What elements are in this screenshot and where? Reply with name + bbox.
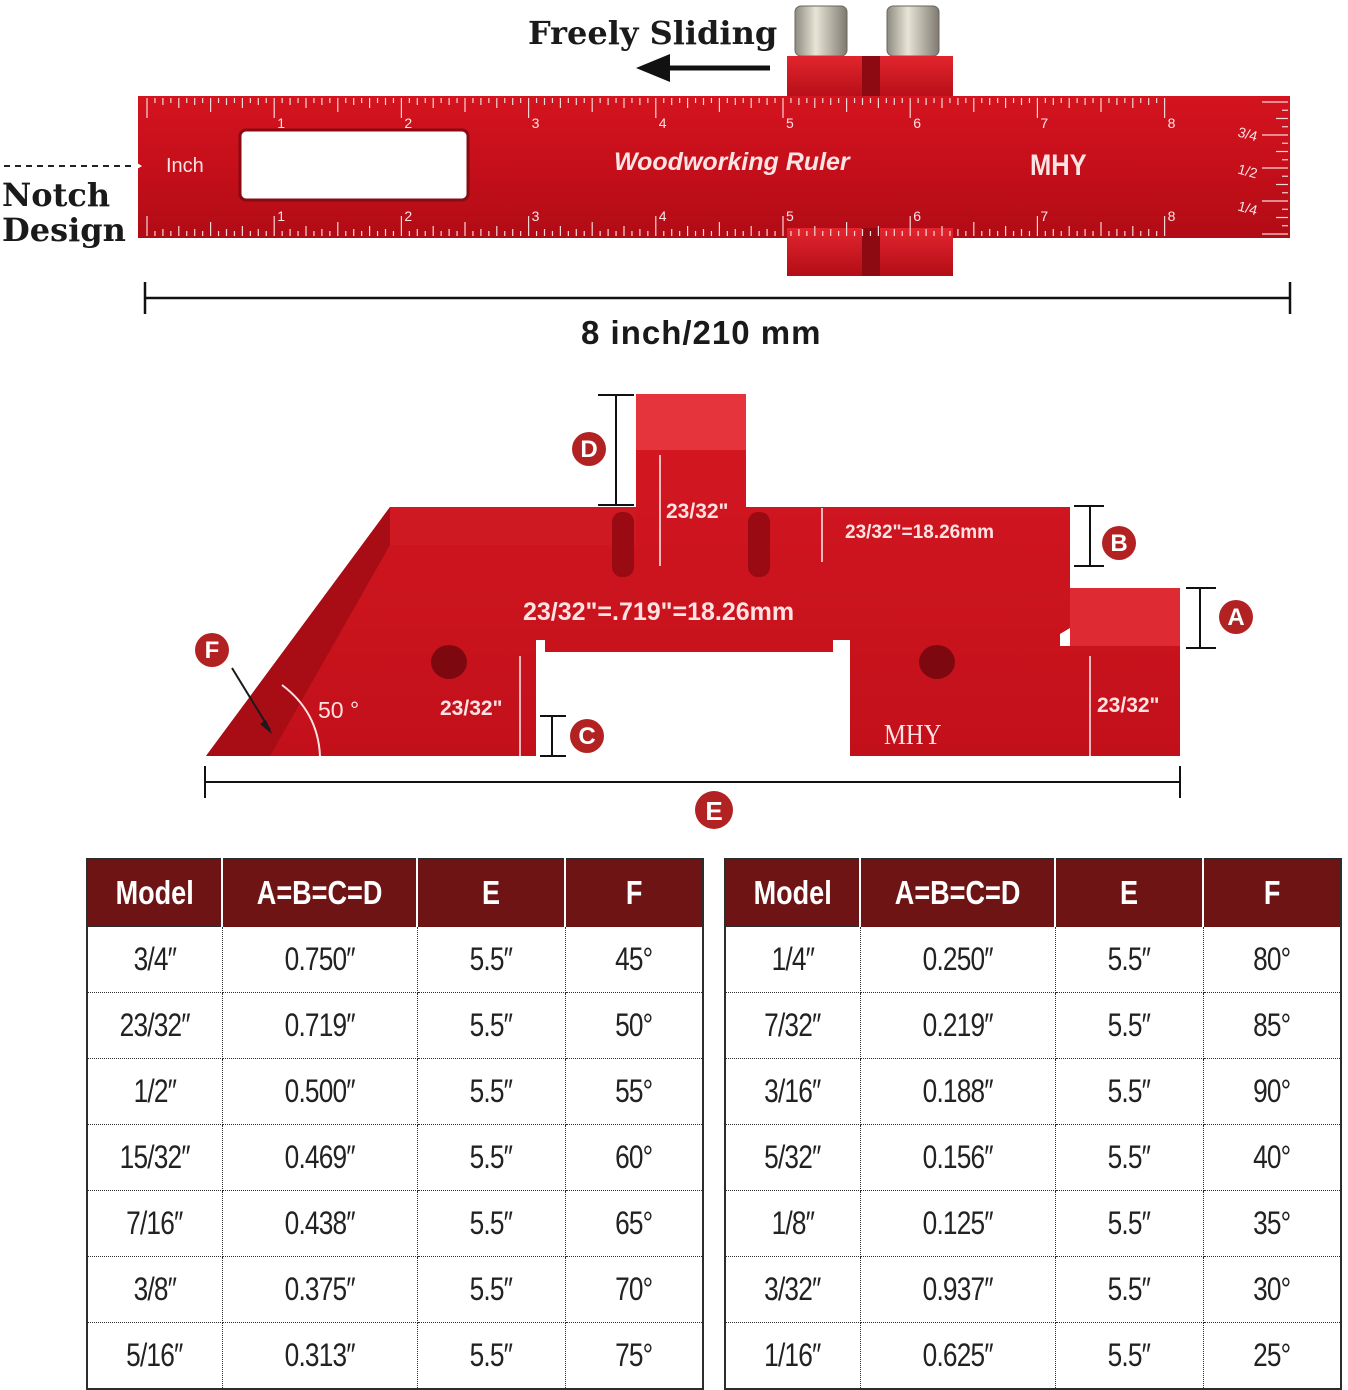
table-cell-value: 80° [1253,941,1291,977]
column-header-label: E [481,874,501,911]
table-cell [1055,1257,1203,1323]
table-row [87,993,703,1059]
table-row [725,1323,1341,1390]
letter-b: B [1110,530,1128,557]
table-cell-value: 75° [615,1337,653,1373]
table-cell-value: 15/32″ [119,1139,190,1175]
ruler-number: 8 [1167,115,1176,131]
column-header-label: A=B=C=D [894,874,1021,911]
table-cell [417,1059,565,1125]
a-value: 23/32" [1097,694,1160,717]
table-cell [565,1257,703,1323]
table-cell [1203,993,1341,1059]
table-cell-value: 0.937″ [922,1271,993,1307]
table-cell-value: 23/32″ [119,1007,190,1043]
table-cell [565,1191,703,1257]
column-header [222,859,417,927]
ruler-number: 6 [913,115,921,131]
table-cell-value: 3/16″ [764,1073,821,1109]
knob-left-icon [795,6,847,56]
letter-d: D [580,436,598,463]
table-cell [417,1125,565,1191]
table-row [725,993,1341,1059]
d-value: 23/32" [666,500,729,523]
table-cell [860,1125,1055,1191]
table-cell-value: 70° [615,1271,653,1307]
table-cell-value: 5.5″ [1107,941,1151,977]
ruler-number: 3 [531,115,540,131]
table-cell [860,1191,1055,1257]
length-label: 8 inch/210 mm [581,314,822,351]
table-cell [565,1323,703,1390]
table-cell-value: 0.625″ [922,1337,993,1373]
table-cell [1203,1323,1341,1390]
letter-c: C [578,723,596,750]
table-cell-value: 5.5″ [469,1271,513,1307]
table-cell-value: 1/16″ [764,1337,821,1373]
table-cell-value: 5.5″ [469,941,513,977]
letter-e: E [705,796,723,826]
ruler-number: 1 [277,115,285,131]
ruler-number: 2 [404,208,413,224]
table-cell-value: 0.375″ [284,1271,355,1307]
gauge-brand: MHY [884,719,942,751]
mount-hole-right [919,645,955,679]
table-cell-value: 50° [615,1007,653,1043]
notch-label-line2: Design [2,211,126,249]
ruler-number: 5 [786,115,794,131]
ruler-number: 6 [913,208,921,224]
column-header [417,859,565,927]
table-row [725,927,1341,993]
column-header [725,859,860,927]
table-cell [222,1257,417,1323]
table-cell [222,1125,417,1191]
table-cell [1055,927,1203,993]
table-cell-value: 5.5″ [1107,1205,1151,1241]
main-value: 23/32"=.719"=18.26mm [523,598,795,626]
table-header-row [87,859,703,927]
table-cell-value: 40° [1253,1139,1291,1175]
table-cell [1055,1323,1203,1390]
length-dimension [145,282,1290,314]
table-cell-value: 3/32″ [764,1271,821,1307]
table-cell [87,1323,222,1390]
table-cell [725,1323,860,1390]
table-row [725,1125,1341,1191]
table-cell [1203,1191,1341,1257]
table-cell-value: 5.5″ [469,1073,513,1109]
ruler-number: 1 [277,208,285,224]
table-cell-value: 5/16″ [126,1337,183,1373]
table-cell-value: 90° [1253,1073,1291,1109]
table-cell-value: 85° [1253,1007,1291,1043]
table-cell-value: 30° [1253,1271,1291,1307]
column-header-label: F [1263,874,1281,911]
spec-table-left [86,858,704,1390]
ruler-number: 3 [531,208,540,224]
table-cell-value: 0.719″ [284,1007,355,1043]
table-cell [1055,1125,1203,1191]
table-cell-value: 5.5″ [1107,1271,1151,1307]
letter-a: A [1227,604,1245,631]
ruler-number: 5 [786,208,794,224]
column-header-label: F [625,874,643,911]
ruler-number: 7 [1040,208,1049,224]
notch-label-line1: Notch [2,176,111,214]
column-header [565,859,703,927]
inch-label: Inch [166,155,204,177]
table-cell [417,1257,565,1323]
table-cell-value: 0.313″ [284,1337,355,1373]
table-cell-value: 0.438″ [284,1205,355,1241]
table-cell-value: 35° [1253,1205,1291,1241]
table-cell-value: 5.5″ [1107,1073,1151,1109]
table-cell [1055,1191,1203,1257]
letter-f: F [204,637,220,664]
table-cell-value: 1/2″ [133,1073,176,1109]
table-cell [1203,1059,1341,1125]
table-cell-value: 0.188″ [922,1073,993,1109]
ruler-number: 4 [658,115,667,131]
table-cell-value: 5.5″ [1107,1007,1151,1043]
b-value: 23/32"=18.26mm [845,522,994,543]
table-cell [725,993,860,1059]
ruler-number: 2 [404,115,413,131]
table-cell [860,1059,1055,1125]
table-cell [725,1125,860,1191]
table-cell [222,1059,417,1125]
mount-hole-left [431,645,467,679]
column-header-label: Model [753,874,832,911]
table-cell-value: 0.219″ [922,1007,993,1043]
table-cell [417,927,565,993]
table-cell [222,1191,417,1257]
table-cell-value: 55° [615,1073,653,1109]
table-cell [87,927,222,993]
right-fraction-3: 1/4 [1236,197,1260,219]
table-cell [860,927,1055,993]
table-cell-value: 7/16″ [126,1205,183,1241]
table-cell [565,993,703,1059]
table-cell [222,993,417,1059]
column-header [87,859,222,927]
table-cell-value: 0.500″ [284,1073,355,1109]
table-cell-value: 7/32″ [764,1007,821,1043]
table-cell [565,1059,703,1125]
table-cell-value: 5.5″ [1107,1337,1151,1373]
column-header [860,859,1055,927]
table-cell [87,993,222,1059]
table-row [725,1191,1341,1257]
notch-design-label [2,178,126,248]
table-cell [860,1323,1055,1390]
table-cell [417,993,565,1059]
table-cell-value: 25° [1253,1337,1291,1373]
table-row [87,1125,703,1191]
ruler-window [240,130,468,200]
ruler-number: 7 [1040,115,1049,131]
table-cell-value: 0.750″ [284,941,355,977]
table-cell-value: 5.5″ [469,1007,513,1043]
table-cell [87,1257,222,1323]
knob-right-icon [887,6,939,56]
column-header [1203,859,1341,927]
c-value: 23/32" [440,697,503,720]
ruler-illustration [0,0,1348,360]
table-cell [1203,1125,1341,1191]
spec-table-right [724,858,1342,1390]
table-cell-value: 1/4″ [771,941,814,977]
table-cell-value: 3/4″ [133,941,176,977]
ruler-number: 8 [1167,208,1176,224]
table-cell [87,1191,222,1257]
table-cell [725,1059,860,1125]
table-cell [1203,1257,1341,1323]
table-cell-value: 45° [615,941,653,977]
table-cell-value: 0.250″ [922,941,993,977]
table-cell [1055,993,1203,1059]
table-cell [417,1191,565,1257]
table-header-row [725,859,1341,927]
freely-sliding-label: Freely Sliding [528,14,778,52]
table-row [87,927,703,993]
column-header [1055,859,1203,927]
table-cell [417,1323,565,1390]
table-cell [87,1125,222,1191]
right-fraction-2: 1/2 [1236,160,1260,182]
table-row [87,1257,703,1323]
column-header-label: A=B=C=D [256,874,383,911]
table-cell-value: 0.469″ [284,1139,355,1175]
table-cell [860,993,1055,1059]
product-name: Woodworking Ruler [614,148,850,176]
table-cell [725,927,860,993]
table-cell [725,1257,860,1323]
table-cell-value: 60° [615,1139,653,1175]
table-cell [565,927,703,993]
table-cell-value: 65° [615,1205,653,1241]
table-cell [87,1059,222,1125]
table-cell-value: 5.5″ [469,1139,513,1175]
table-row [87,1323,703,1390]
table-cell [860,1257,1055,1323]
column-header-label: E [1119,874,1139,911]
table-row [725,1257,1341,1323]
ruler-number: 4 [658,208,667,224]
table-cell [1203,927,1341,993]
table-row [87,1191,703,1257]
column-header-label: Model [115,874,194,911]
ruler-brand: MHY [1030,149,1087,182]
table-cell-value: 0.156″ [922,1139,993,1175]
table-cell-value: 0.125″ [922,1205,993,1241]
table-row [87,1059,703,1125]
table-cell [725,1191,860,1257]
slide-arrow-icon [636,54,770,82]
table-cell-value: 5.5″ [1107,1139,1151,1175]
table-cell [565,1125,703,1191]
angle-value: 50 ° [318,697,360,723]
right-fraction-1: 3/4 [1236,123,1260,145]
table-cell-value: 1/8″ [771,1205,814,1241]
table-cell-value: 3/8″ [133,1271,176,1307]
table-cell-value: 5.5″ [469,1337,513,1373]
table-cell [222,927,417,993]
table-cell-value: 5.5″ [469,1205,513,1241]
table-cell-value: 5/32″ [764,1139,821,1175]
table-cell [1055,1059,1203,1125]
table-row [725,1059,1341,1125]
table-cell [222,1323,417,1390]
